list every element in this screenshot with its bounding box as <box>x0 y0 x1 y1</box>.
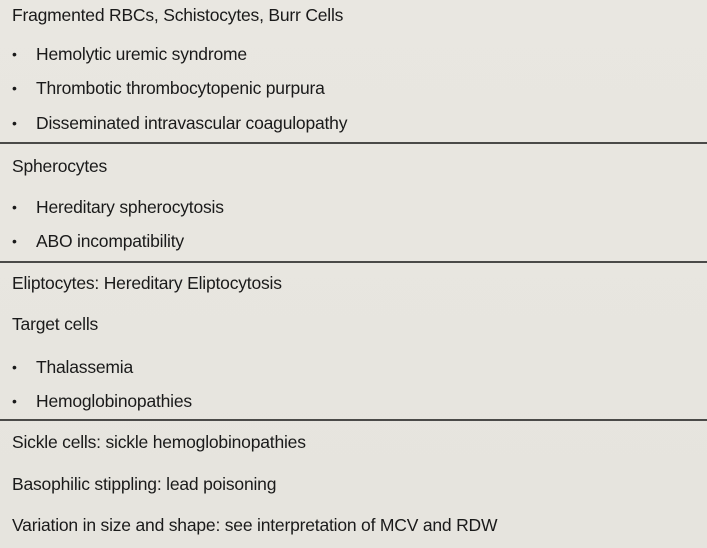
section-heading-eliptocytes: Eliptocytes: Hereditary Eliptocytosis <box>12 273 282 293</box>
bullet-icon: • <box>12 46 17 62</box>
line-variation-size-shape: Variation in size and shape: see interpretation of MCV and RDW <box>12 515 498 535</box>
section-heading-spherocytes: Spherocytes <box>12 156 108 176</box>
section-heading-fragmented-rbcs: Fragmented RBCs, Schistocytes, Burr Cells <box>12 5 344 25</box>
list-item: • ABO incompatibility <box>12 231 184 251</box>
section-divider <box>0 419 707 421</box>
bullet-icon: • <box>12 199 17 215</box>
list-item: • Thrombotic thrombocytopenic purpura <box>12 78 325 98</box>
list-item: • Hemolytic uremic syndrome <box>12 44 247 64</box>
section-divider <box>0 142 707 144</box>
bullet-icon: • <box>12 393 17 409</box>
list-item: • Thalassemia <box>12 357 134 377</box>
list-item: • Disseminated intravascular coagulopathy <box>12 113 348 133</box>
section-divider <box>0 261 707 263</box>
bullet-icon: • <box>12 80 17 96</box>
bullet-icon: • <box>12 233 17 249</box>
line-basophilic-stippling: Basophilic stippling: lead poisoning <box>12 474 277 494</box>
bullet-icon: • <box>12 359 17 375</box>
list-item: • Hereditary spherocytosis <box>12 197 224 217</box>
section-subheading-target-cells: Target cells <box>12 314 99 334</box>
list-item: • Hemoglobinopathies <box>12 391 192 411</box>
line-sickle-cells: Sickle cells: sickle hemoglobinopathies <box>12 432 306 452</box>
bullet-icon: • <box>12 115 17 131</box>
